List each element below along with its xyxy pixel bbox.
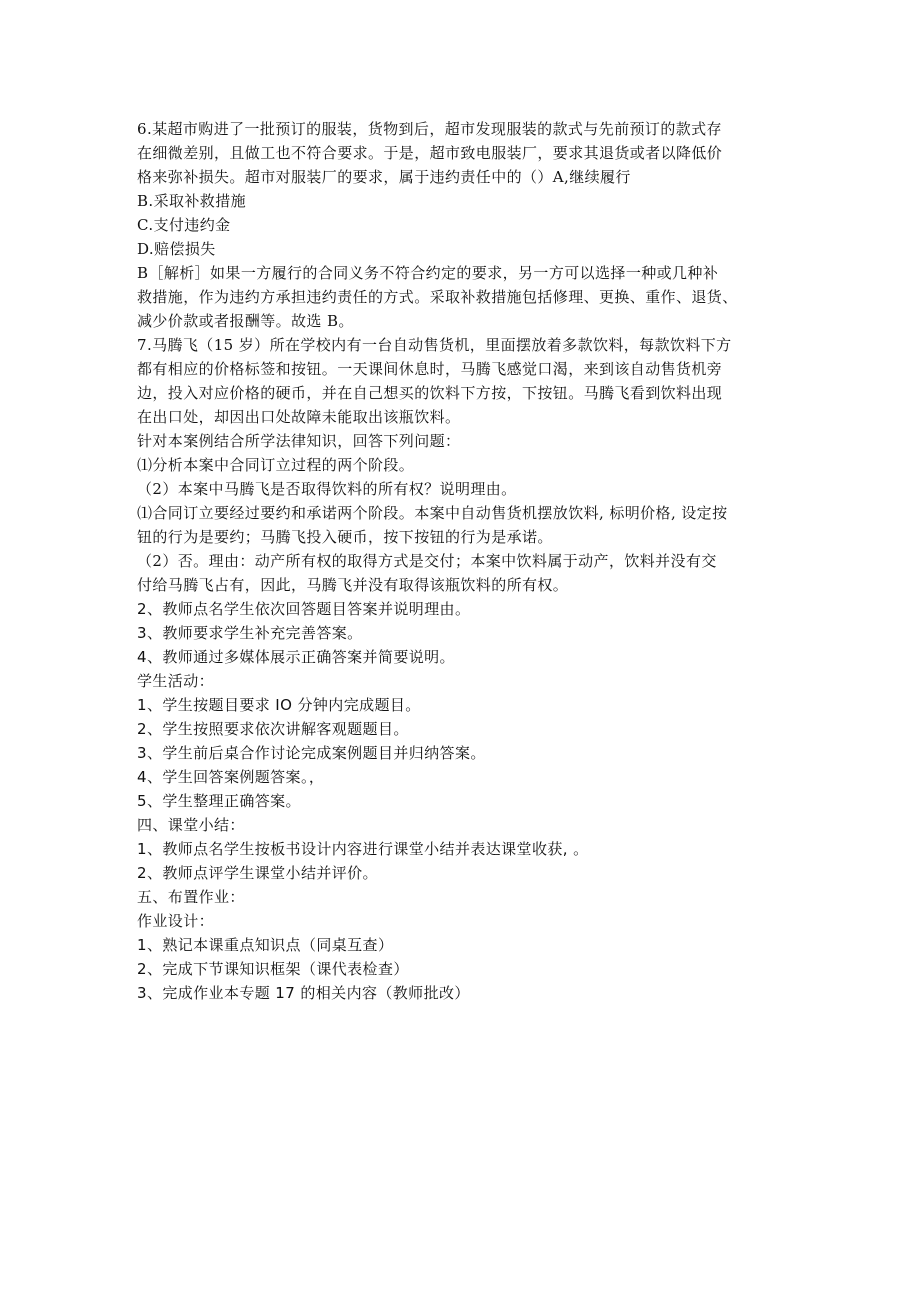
- student-activity-item-5: 5、学生整理正确答案。: [137, 792, 301, 810]
- q6-option-c: C.支付违约金: [137, 216, 231, 234]
- q6-analysis-line-1: B［解析］如果一方履行的合同义务不符合约定的要求，另一方可以选择一种或几种补: [137, 264, 719, 282]
- teacher-step-2: 2、教师点名学生依次回答题目答案并说明理由。: [137, 600, 471, 618]
- q6-stem-line-3: 格来弥补损失。超市对服装厂的要求，属于违约责任中的（）A,继续履行: [137, 168, 631, 186]
- homework-item-1: 1、熟记本课重点知识点（同桌互查）: [137, 936, 394, 954]
- student-activity-heading: 学生活动：: [137, 672, 215, 690]
- student-activity-item-4: 4、学生回答案例题答案。，: [137, 768, 325, 786]
- homework-item-2: 2、完成下节课知识框架（课代表检查）: [137, 960, 409, 978]
- homework-heading: 五、布置作业：: [137, 888, 245, 906]
- q7-instruction: 针对本案例结合所学法律知识，回答下列问题：: [137, 432, 461, 450]
- summary-item-1: 1、教师点名学生按板书设计内容进行课堂小结并表达课堂收获, 。: [137, 840, 589, 858]
- homework-item-3: 3、完成作业本专题 17 的相关内容（教师批改）: [137, 984, 470, 1002]
- student-activity-item-1: 1、学生按题目要求 IO 分钟内完成题目。: [137, 696, 421, 714]
- q6-option-d: D.赔偿损失: [137, 240, 216, 258]
- q7-subquestion-1: ⑴分析本案中合同订立过程的两个阶段。: [137, 456, 415, 474]
- q7-answer2-line-1: （2）否。理由：动产所有权的取得方式是交付；本案中饮料属于动产，饮料并没有交: [137, 552, 717, 570]
- student-activity-item-3: 3、学生前后桌合作讨论完成案例题目并归纳答案。: [137, 744, 486, 762]
- q6-option-b: B.采取补救措施: [137, 192, 246, 210]
- q7-stem-line-2: 都有相应的价格标签和按钮。一天课间休息时，马腾飞感觉口渴，来到该自动售货机旁: [137, 360, 723, 378]
- summary-heading: 四、课堂小结：: [137, 816, 245, 834]
- q7-stem-line-1: 7.马腾飞（15 岁）所在学校内有一台自动售货机，里面摆放着多款饮料，每款饮料下方: [137, 336, 732, 354]
- q7-answer2-line-2: 付给马腾飞占有，因此，马腾飞并没有取得该瓶饮料的所有权。: [137, 576, 569, 594]
- q7-answer1-line-2: 钮的行为是要约；马腾飞投入硬币，按下按钮的行为是承诺。: [137, 528, 553, 546]
- q7-stem-line-3: 边，投入对应价格的硬币，并在自己想买的饮料下方按，下按钮。马腾飞看到饮料出现: [137, 384, 723, 402]
- q7-answer1-line-1: ⑴合同订立要经过要约和承诺两个阶段。本案中自动售货机摆放饮料, 标明价格, 设定按: [137, 504, 728, 522]
- q6-stem-line-2: 在细微差别，且做工也不符合要求。于是，超市致电服装厂，要求其退货或者以降低价: [137, 144, 723, 162]
- q6-analysis-line-2: 救措施，作为违约方承担违约责任的方式。采取补救措施包括修理、更换、重作、退货、: [137, 288, 738, 306]
- q6-stem-line-1: 6.某超市购进了一批预订的服装，货物到后，超市发现服装的款式与先前预订的款式存: [137, 120, 722, 138]
- q7-subquestion-2: （2）本案中马腾飞是否取得饮料的所有权？说明理由。: [137, 480, 517, 498]
- teacher-step-3: 3、教师要求学生补充完善答案。: [137, 624, 363, 642]
- document-body: [137, 117, 797, 1005]
- homework-design-heading: 作业设计：: [137, 912, 215, 930]
- q7-stem-line-4: 在出口处，却因出口处故障未能取出该瓶饮料。: [137, 408, 461, 426]
- summary-item-2: 2、教师点评学生课堂小结并评价。: [137, 864, 378, 882]
- student-activity-item-2: 2、学生按照要求依次讲解客观题题目。: [137, 720, 409, 738]
- teacher-step-4: 4、教师通过多媒体展示正确答案并简要说明。: [137, 648, 455, 666]
- q6-analysis-line-3: 减少价款或者报酬等。故选 B。: [137, 312, 354, 330]
